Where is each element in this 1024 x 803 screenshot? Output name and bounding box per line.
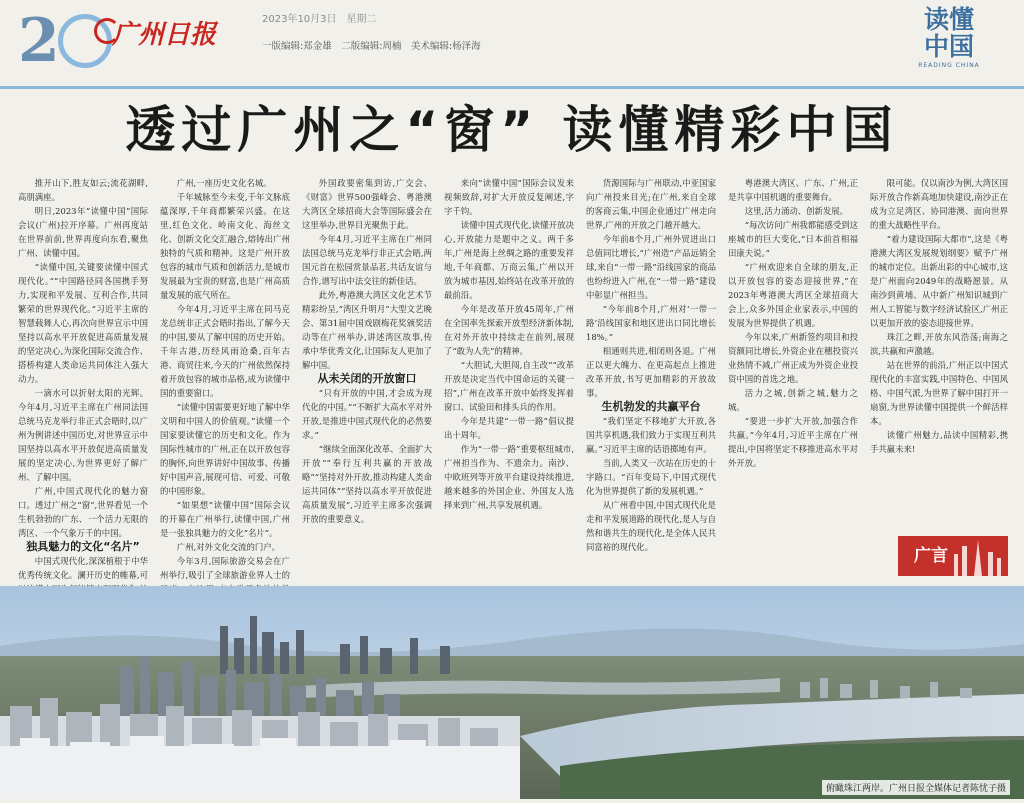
paragraph: 一滴水可以折射太阳的光辉。今年4月,习近平主席在广州同法国总统马克龙举行非正式会晤时,以广州为例讲述中国历史,对世界宣示中国坚持以高水平开放促进高质量发展的坚定决心,为世界更好了解广州、了解中国。 bbox=[18, 388, 148, 482]
paragraph: 今年前8个月,广州外贸进出口总值同比增长,“广州造”产品远销全球,来自“一带一路”沿线国家的商品也纷纷进入广州,在“一带一路”建设中彰显广州担当。 bbox=[586, 234, 716, 300]
section-tag-english: READING CHINA bbox=[918, 62, 980, 69]
paragraph: “我们坚定不移地扩大开放,各国共享机遇,我们致力于实现互利共赢。”习近平主席的话语掷地有声。 bbox=[586, 416, 716, 454]
issue-date: 2023年10月3日 星期二 bbox=[262, 14, 377, 25]
paragraph: “继续全面深化改革、全面扩大开放”“奉行互利共赢的开放战略”“坚持对外开放,推动构建人类命运共同体”“坚持以高水平开放促进高质量发展”,习近平主席多次强调开放的重要意义。 bbox=[302, 444, 432, 524]
city-skyline-photo bbox=[0, 586, 1024, 799]
paragraph: 广州,对外文化交流的门户。 bbox=[176, 542, 280, 552]
page-number: 2 bbox=[18, 6, 56, 76]
paragraph: 广州,一座历史文化名城。 bbox=[176, 178, 272, 188]
article-column-5 bbox=[586, 176, 716, 580]
article-column-3 bbox=[302, 176, 432, 580]
paragraph: 广州,中国式现代化的魅力窗口。透过广州之“窗”,世界看见一个生机勃勃的广东、一个活力无限的湾区、一个气象万千的中国。 bbox=[18, 486, 148, 538]
paragraph: 今年是共建“一带一路”倡议提出十周年。 bbox=[444, 416, 574, 440]
subheading: 生机勃发的共赢平台 bbox=[601, 400, 701, 413]
paragraph: 此外,粤港澳大湾区文化艺术节精彩纷呈,“湾区升明月”大型文艺晚会、第31届中国戏剧梅花奖颁奖活动等在广州举办,讲述湾区故事,传承中华优秀文化,让国际友人更加了解中国。 bbox=[302, 290, 432, 370]
paragraph: 货源国际与广州联动,中亚国家向广州投来目光;在广州,来自全球的客商云集,中国企业通过广州走向世界,广州的开放之门越开越大。 bbox=[586, 178, 716, 230]
paragraph: 粤港澳大湾区、广东、广州,正是共享中国机遇的重要舞台。 bbox=[728, 178, 858, 202]
paragraph: “要进一步扩大开放,加强合作共赢。”今年4月,习近平主席在广州提出,中国将坚定不移推进高水平对外开放。 bbox=[728, 416, 858, 468]
paragraph: 站在世界的前沿,广州正以中国式现代化的丰富实践,中国特色、中国风格、中国气派,为世界了解中国打开一扇窗,为世界读懂中国提供一个鲜活样本。 bbox=[870, 360, 1008, 426]
paragraph: 活力之城,创新之城,魅力之城。 bbox=[728, 388, 858, 412]
article-columns bbox=[18, 176, 1008, 580]
paragraph: 中国式现代化,深深植根于中华优秀传统文化。澜开历史的帷幕,可 bbox=[18, 556, 148, 580]
paragraph: 千年城脉至今未变,千年文脉底蕴深厚,千年商都繁荣兴盛。在这里,红色文化、岭南文化、海丝文化、创新文化交汇融合,熔铸出广州独特的气质和精神。这是广州开放包容的城市气质和创新活力,是城市发展最为宝贵的财富,也是广州高质量发展的底气所在。 bbox=[160, 192, 290, 300]
paragraph: 来向”读懂中国”国际会议发来视频致辞,对扩大开放反复阐述,字字千钧。 bbox=[444, 178, 574, 216]
section-tag bbox=[906, 6, 992, 82]
paragraph: “只有开放的中国,才会成为现代化的中国。”“不断扩大高水平对外开放,是推进中国式现代化的必然要求。” bbox=[302, 388, 432, 440]
paragraph: 珠江之畔,开放东风浩荡;南海之滨,共赢和声激越。 bbox=[870, 332, 1008, 356]
paragraph: “今年前8个月,广州对‘一带一路’沿线国家和地区进出口同比增长18%。” bbox=[586, 304, 716, 342]
paragraph: 今年4月,习近平主席在广州同法国总统马克龙举行非正式会晤,两国元首在松园赏景品茗,共话友谊与合作,谱写出中法交往的新佳话。 bbox=[302, 234, 432, 286]
paragraph: 今年是改革开放45周年,广州在全国率先探索开放型经济新体制,在对外开放中持续走在前列,展现了“敢为人先”的精神。 bbox=[444, 304, 574, 356]
paragraph: 读懂广州魅力,品读中国精彩,携手共赢未来! bbox=[870, 430, 1008, 454]
paragraph: 从广州看中国,中国式现代化是走和平发展道路的现代化,是人与自然和谐共生的现代化,是全体人民共同富裕的现代化。 bbox=[586, 500, 716, 552]
paragraph: “读懂中国需要更好地了解中华文明和中国人的价值观。”读懂一个国家要读懂它的历史和文化。作为国际性城市的广州,正在以开放包容的胸怀,向世界讲好中国故事、传播好中国声音,展现可信、可爱、可敬的中国形象。 bbox=[160, 402, 290, 496]
paragraph: 今年3月,国际旅游交易会在广州举行,吸引了全球旅游业界人士的 bbox=[160, 556, 290, 580]
paragraph: 这里,活力涌动、创新发展。 bbox=[744, 206, 848, 216]
paragraph: “如果想”读懂中国”国际会议的开幕在广州举行,读懂中国,广州是一张独具魅力的文化“名片”。 bbox=[160, 500, 290, 538]
masthead-divider bbox=[0, 86, 1024, 89]
section-tag-line1: 读懂 bbox=[923, 5, 974, 34]
paragraph: “读懂中国,关键要读懂中国式现代化。”“中国路径同各国携手努力,实现和平发展、互利合作,共同繁荣的世界现代化。”习近平主席的智慧载舞人心,再次向世界宣示中国坚持以高水平开放促进高质量发展的坚定决心,为深化国际交流合作、搭桥构建人类命运共同体注入强大动力。 bbox=[18, 262, 148, 384]
commentary-tag bbox=[898, 536, 1008, 576]
article-column-2 bbox=[160, 176, 290, 580]
paragraph: 当前,人类又一次站在历史的十字路口。“百年变局下,中国式现代化为世界提供了新的发展机遇。” bbox=[586, 458, 716, 496]
article-column-1 bbox=[18, 176, 148, 580]
paragraph: 推开山下,胜友如云;流花湖畔,高朋满座。 bbox=[18, 178, 148, 202]
article-column-6 bbox=[728, 176, 858, 580]
paragraph: 作为“一带一路”重要枢纽城市,广州担当作为、不遗余力。南沙、中欧班列等开放平台建设持续推进,越来越多的外国企业、外国友人选择来到广州,共享发展机遇。 bbox=[444, 444, 574, 510]
article-column-7 bbox=[870, 176, 1008, 528]
skyline-illustration bbox=[0, 586, 1024, 799]
commentary-tag-label: 广言 bbox=[914, 546, 948, 566]
paragraph: 明日,2023年“读懂中国”国际会议(广州)拉开序幕。广州再度站在世界前前,世界再度向东看,聚焦广州、读懂中国。 bbox=[18, 206, 148, 258]
paragraph: “每次访问广州我都能感受到这座城市的巨大变化,“日本前首相福田康夫说。” bbox=[728, 220, 858, 258]
paragraph: 今年以来,广州新签约项目和投资额同比增长,外资企业在穗投资兴业热情不减,广州正成为外资企业投资中国的首选之地。 bbox=[728, 332, 858, 384]
newspaper-logo: 广州日报 bbox=[112, 20, 217, 50]
paragraph: “广州欢迎来自全球的朋友,正以开放包容的姿态迎接世界,”在2023年粤港澳大湾区全球招商大会上,众多外国企业家表示,中国的发展为世界提供了机遇。 bbox=[728, 262, 858, 328]
paragraph: 外国政要密集到访,广交会、《财富》世界500强峰会、粤港澳大湾区全球招商大会等国际盛会在这里举办,世界目光聚焦于此。 bbox=[302, 178, 432, 230]
page-headline: 透过广州之“窗” 读懂精彩中国 bbox=[125, 101, 899, 159]
section-tag-line2: 中国 bbox=[923, 32, 974, 61]
paragraph: 今年4月,习近平主席在同马克龙总统非正式会晤时指出,了解今天的中国,要从了解中国的历史开始。千年古港,历经风雨沧桑,百年古港、商贸往来,今天的广州依然保持着开放包容的城市品格,成为读懂中国的重要窗口。 bbox=[160, 304, 290, 398]
paragraph: 限可能。仅以南沙为例,大湾区国际开放合作新高地加快建设,南沙正在成为立足湾区、协同港澳、面向世界的重大战略性平台。 bbox=[870, 178, 1008, 230]
photo-caption: 俯瞰珠江两岸。广州日报全媒体记者陈忧子摄 bbox=[822, 780, 1010, 795]
subheading: 独具魅力的文化“名片” bbox=[26, 540, 140, 553]
skyline-tag-icon bbox=[948, 536, 1008, 576]
masthead bbox=[0, 0, 1024, 90]
paragraph: “着力建设国际大都市”,这是《粤港澳大湾区发展规划纲要》赋予广州的城市定位。出新出彩的中心城市,这是广州面向2049年的战略愿景。从南沙到黄埔、从中新广州知识城到广州人工智能与数字经济试验区,广州正以更加开放的姿态迎接世界。 bbox=[870, 234, 1008, 328]
article-column-4 bbox=[444, 176, 574, 580]
paragraph: 相通则共进,相闭则各退。广州正以更大魄力、在更高起点上推进改革开放,书写更加精彩的开放故事。 bbox=[586, 346, 716, 398]
paragraph: 读懂中国式现代化,读懂开放决心,开放能力是题中之义。两千多年,广州是海上丝绸之路的重要发祥地,千年商都、万商云集,广州以开放为城市基因,始终站在改革开放的最前沿。 bbox=[444, 220, 574, 300]
subheading: 从未关闭的开放窗口 bbox=[317, 372, 417, 385]
editors-credit: 一版编辑:郑金雄 二版编辑:周楠 美术编辑:杨泽海 bbox=[262, 41, 481, 52]
paragraph: “大胆试,大胆闯,自主改”“改革开放是决定当代中国命运的关键一招”,广州在改革开放中始终发挥着窗口、试验田和排头兵的作用。 bbox=[444, 360, 574, 412]
